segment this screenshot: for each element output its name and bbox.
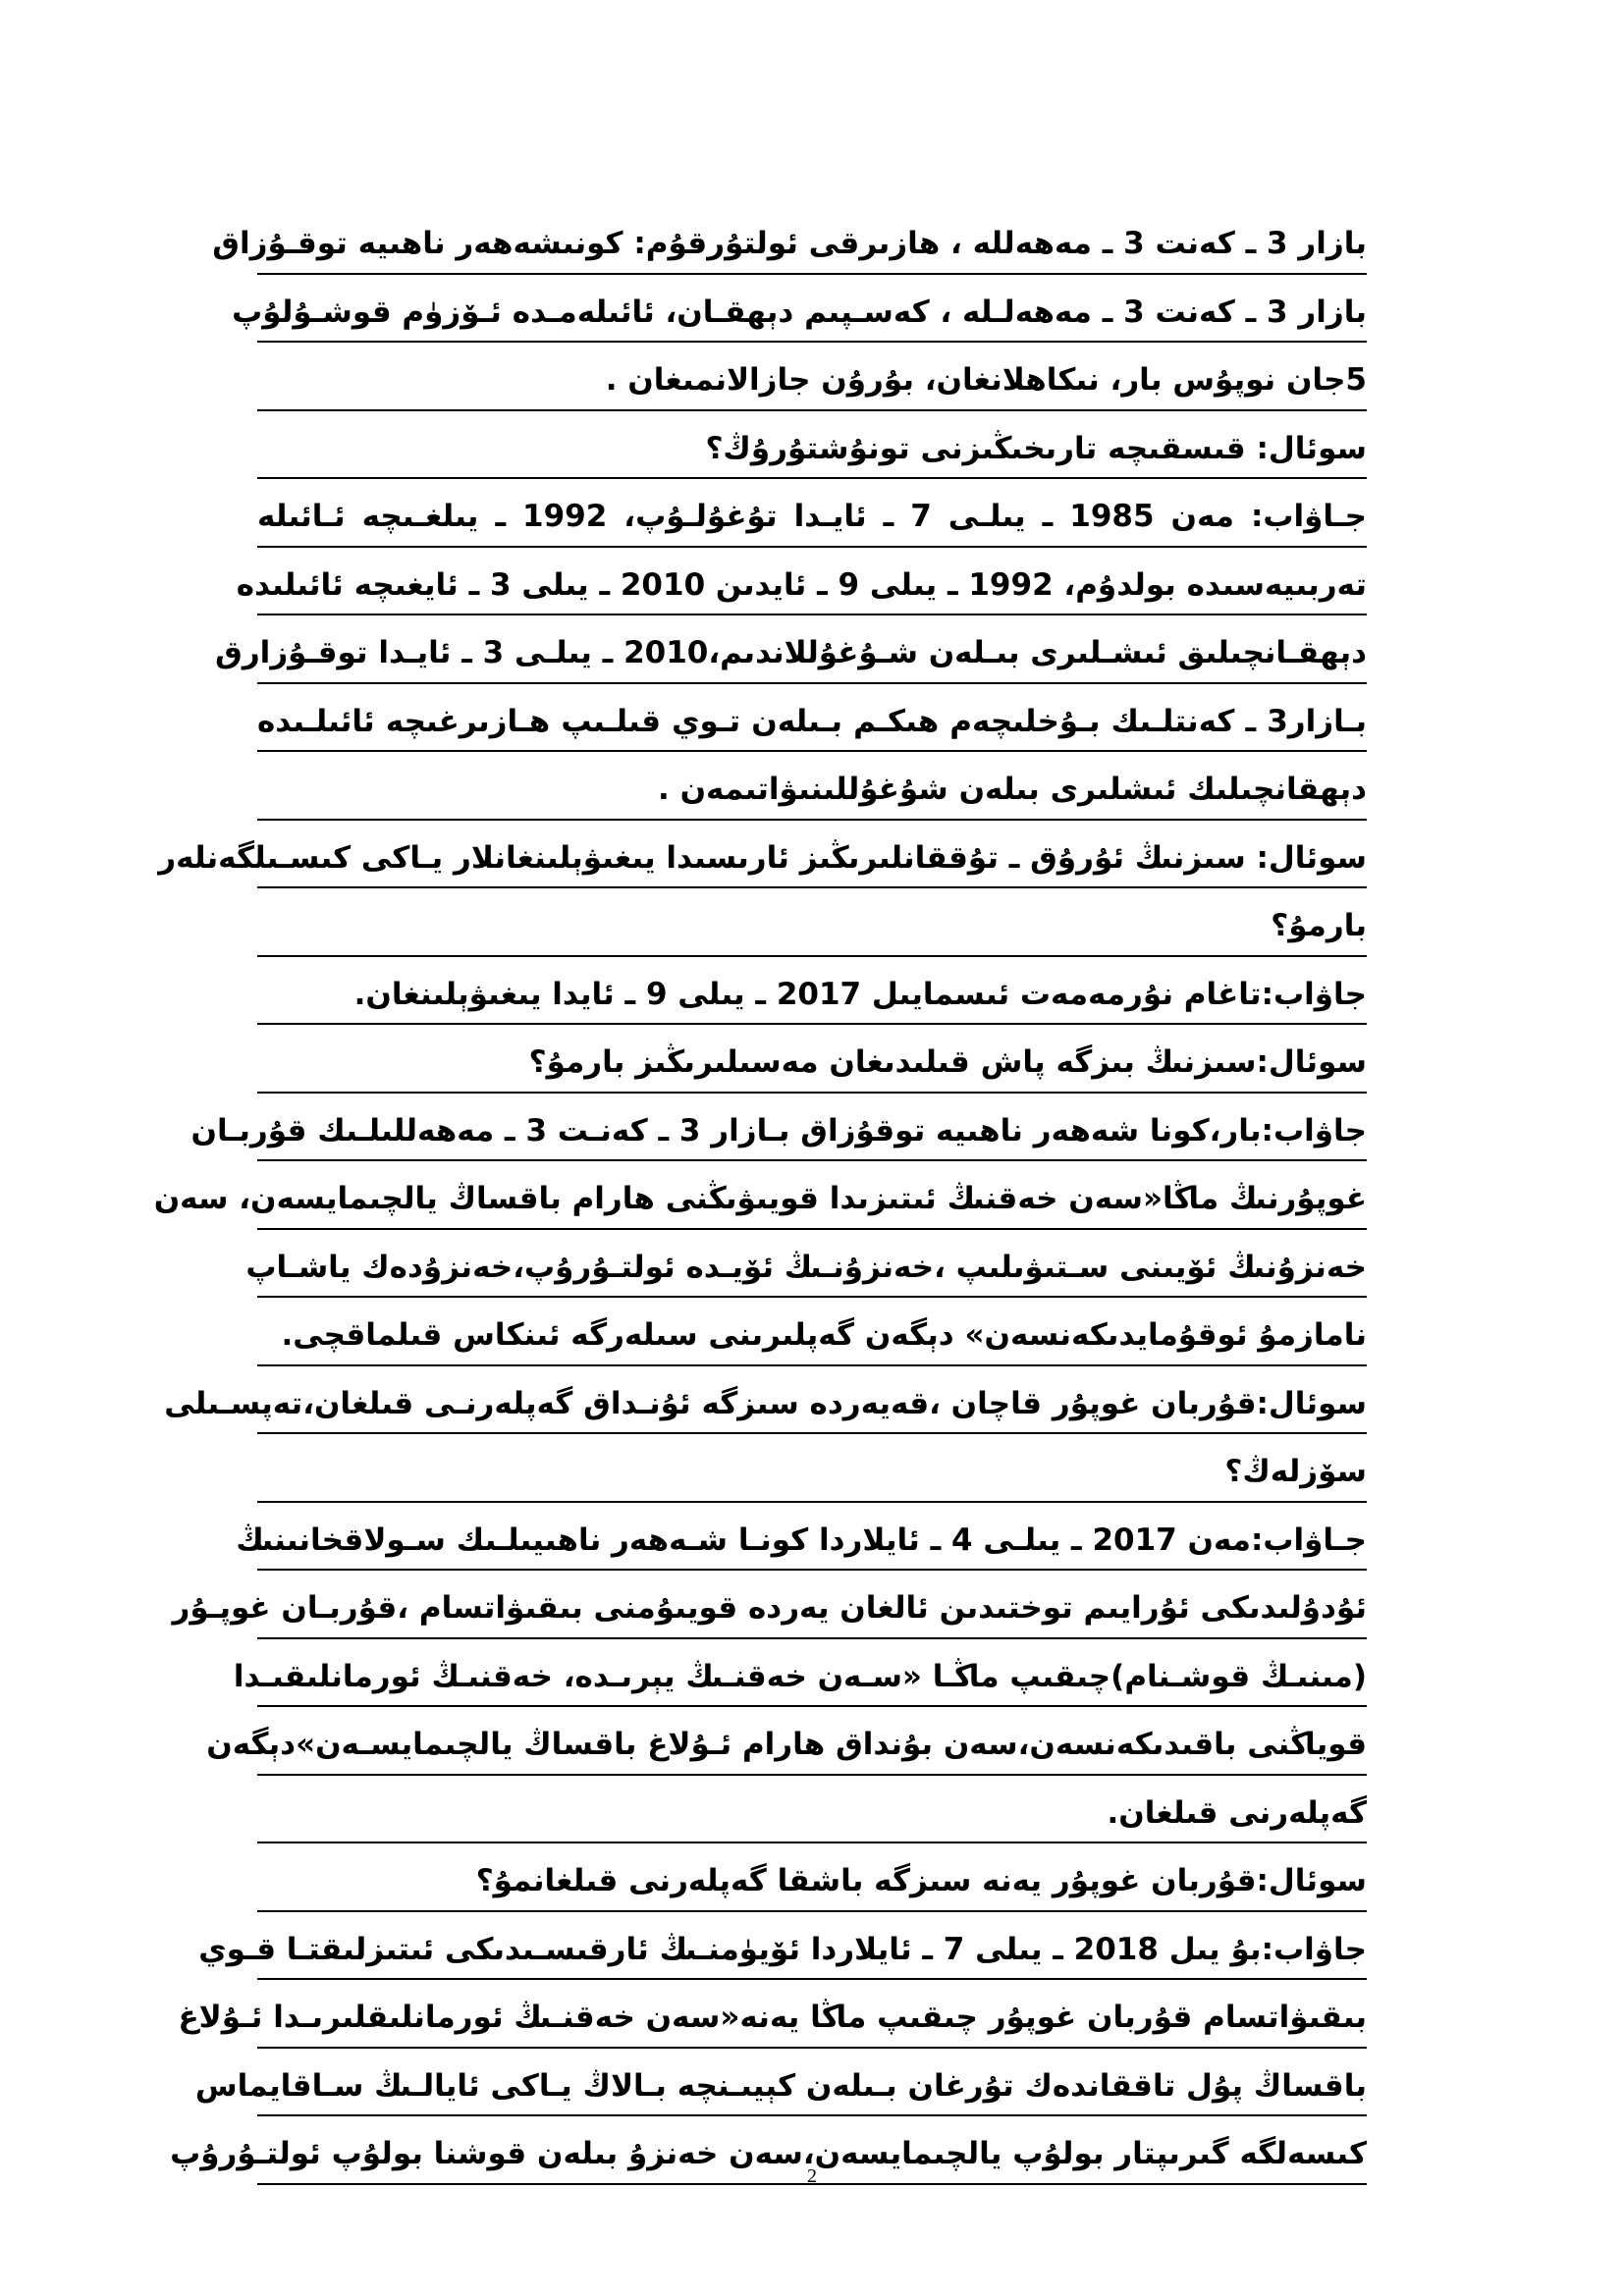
text-line: (مىنىـڭ قوشـنام)چىقىپ ماڭـا «سـەن خەقنـىڭ يېرىـدە، خەقنىـڭ ئورمانلىقىـدا bbox=[257, 1639, 1367, 1708]
question-line: سوئال: قىسقىچە تارىخىڭىزنى تونۇشتۇرۇڭ؟ bbox=[257, 411, 1367, 480]
text-line: بارمۇ؟ bbox=[257, 888, 1367, 957]
text-line: دېھقانچىلىك ئىشلىرى بىلەن شۇغۇللىنىۋاتىمەن . bbox=[257, 752, 1367, 821]
text-line: ئۇدۇلىدىكى ئۇرايىم توختىدىن ئالغان يەردە قويىۇمنى بىقىۋاتسام ،قۇربـان غوپـۇر bbox=[257, 1571, 1367, 1639]
text-line: بازار 3 ـ كەنت 3 ـ مەھەلـلە ، كەسـپىم دېھقـان، ئائىلەمـدە ئـۆزۈم قوشـۇلۇپ bbox=[257, 275, 1367, 344]
document-body bbox=[153, 206, 1367, 2185]
text-line: غوپۇرنىڭ ماڭا«سەن خەقنىڭ ئىتىزىدا قويىۋىڭنى ھارام باقساڭ يالچىمايسەن، سەن bbox=[257, 1161, 1367, 1230]
text-line: بـازار3 ـ كەنتلـىك بـۇخلىچەم ھىكـم بـىلەن تـوي قىلـىپ ھـازىرغىچە ئائىلـىدە bbox=[257, 684, 1367, 753]
text-line: باقساڭ پۇل تاققاندەك تۇرغان بـىلەن كېيىـنچە بـالاڭ يـاكى ئايالـىڭ سـاقايماس bbox=[257, 2049, 1367, 2117]
question-line: سوئال:سىزنىڭ بىزگە پاش قىلىدىغان مەسىلىرىڭىز بارمۇ؟ bbox=[257, 1025, 1367, 1094]
text-line: سۆزلەڭ؟ bbox=[257, 1434, 1367, 1503]
answer-line: جـاۋاب:مەن 2017 ـ يىلـى 4 ـ ئايلاردا كونـا شـەھەر ناھىيىلـىك سـولاقخانىنىڭ bbox=[257, 1503, 1367, 1572]
text-line: خەنزۇنىڭ ئۆيىنى سـتىۋىلىپ ،خەنزۇنـىڭ ئۆيـدە ئولتـۇرۇپ،خەنزۇدەك ياشـاپ bbox=[257, 1230, 1367, 1299]
text-line: كىسەلگە گىرىپتار بولۇپ يالچىمايسەن،سەن خەنزۇ بىلەن قوشنا بولۇپ ئولتـۇرۇپ bbox=[257, 2116, 1367, 2185]
page-number: 2 bbox=[807, 2165, 817, 2187]
text-line: گەپلەرنى قىلغان. bbox=[257, 1776, 1367, 1844]
question-line: سوئال:قۇربان غوپۇر يەنە سىزگە باشقا گەپلەرنى قىلغانمۇ؟ bbox=[257, 1843, 1367, 1912]
text-line: نامازمۇ ئوقۇمايدىكەنسەن» دېگەن گەپلىرىنى سىلەرگە ئىنكاس قىلماقچى. bbox=[257, 1298, 1367, 1366]
text-line: 5جان نوپۇس بار، نىكاھلانغان، بۇرۇن جازالانمىغان . bbox=[257, 343, 1367, 411]
text-line: دېھقـانچىلىق ئىشـلىرى بىـلەن شـۇغۇللاندىم،2010 ـ يىلـى 3 ـ ئايـدا توقـۇزارق bbox=[257, 615, 1367, 684]
text-line: بازار 3 ـ كەنت 3 ـ مەھەللە ، ھازىرقى ئولتۇرقۇم: كونىشەھەر ناھىيە توقـۇزاق bbox=[257, 206, 1367, 275]
answer-line: جاۋاب:بار،كونا شەھەر ناھىيە توقۇزاق بـازار 3 ـ كەنـت 3 ـ مەھەللىلـىك قۇربـان bbox=[257, 1094, 1367, 1162]
text-line: تەربىيەسىدە بولدۇم، 1992 ـ يىلى 9 ـ ئايدىن 2010 ـ يىلى 3 ـ ئايغىچە ئائىلىدە bbox=[257, 548, 1367, 616]
answer-line: جاۋاب:تاغام نۇرمەمەت ئىسمايىل 2017 ـ يىلى 9 ـ ئايدا يىغىۋېلىنغان. bbox=[257, 957, 1367, 1026]
question-line: سوئال: سىزنىڭ ئۇرۇق ـ تۇققانلىرىڭىز ئارىسىدا يىغىۋېلىنغانلار يـاكى كىسـىلگەنلەر bbox=[257, 821, 1367, 889]
answer-line: جاۋاب:بۇ يىل 2018 ـ يىلى 7 ـ ئايلاردا ئۆيۈمنـىڭ ئارقىسـىدىكى ئىتىزلىقتـا قـوي bbox=[257, 1912, 1367, 1981]
text-line: قوياڭنى باقىدىكەنسەن،سەن بۇنداق ھارام ئـۇلاغ باقساڭ يالچىمايسـەن»دېگەن bbox=[257, 1707, 1367, 1776]
text-line: بىقىۋاتسام قۇربان غوپۇر چىقىپ ماڭا يەنە«سەن خەقنـىڭ ئورمانلىقلىرىـدا ئـۇلاغ bbox=[257, 1980, 1367, 2049]
answer-line: جـاۋاب: مەن 1985 ـ يىلـى 7 ـ ئايـدا تۇغۇلـۇپ، 1992 ـ يىلغـىچە ئـائىلە bbox=[257, 479, 1367, 548]
question-line: سوئال:قۇربان غوپۇر قاچان ،قەيەردە سىزگە ئۇنـداق گەپلەرنـى قىلغان،تەپسـىلى bbox=[257, 1366, 1367, 1435]
